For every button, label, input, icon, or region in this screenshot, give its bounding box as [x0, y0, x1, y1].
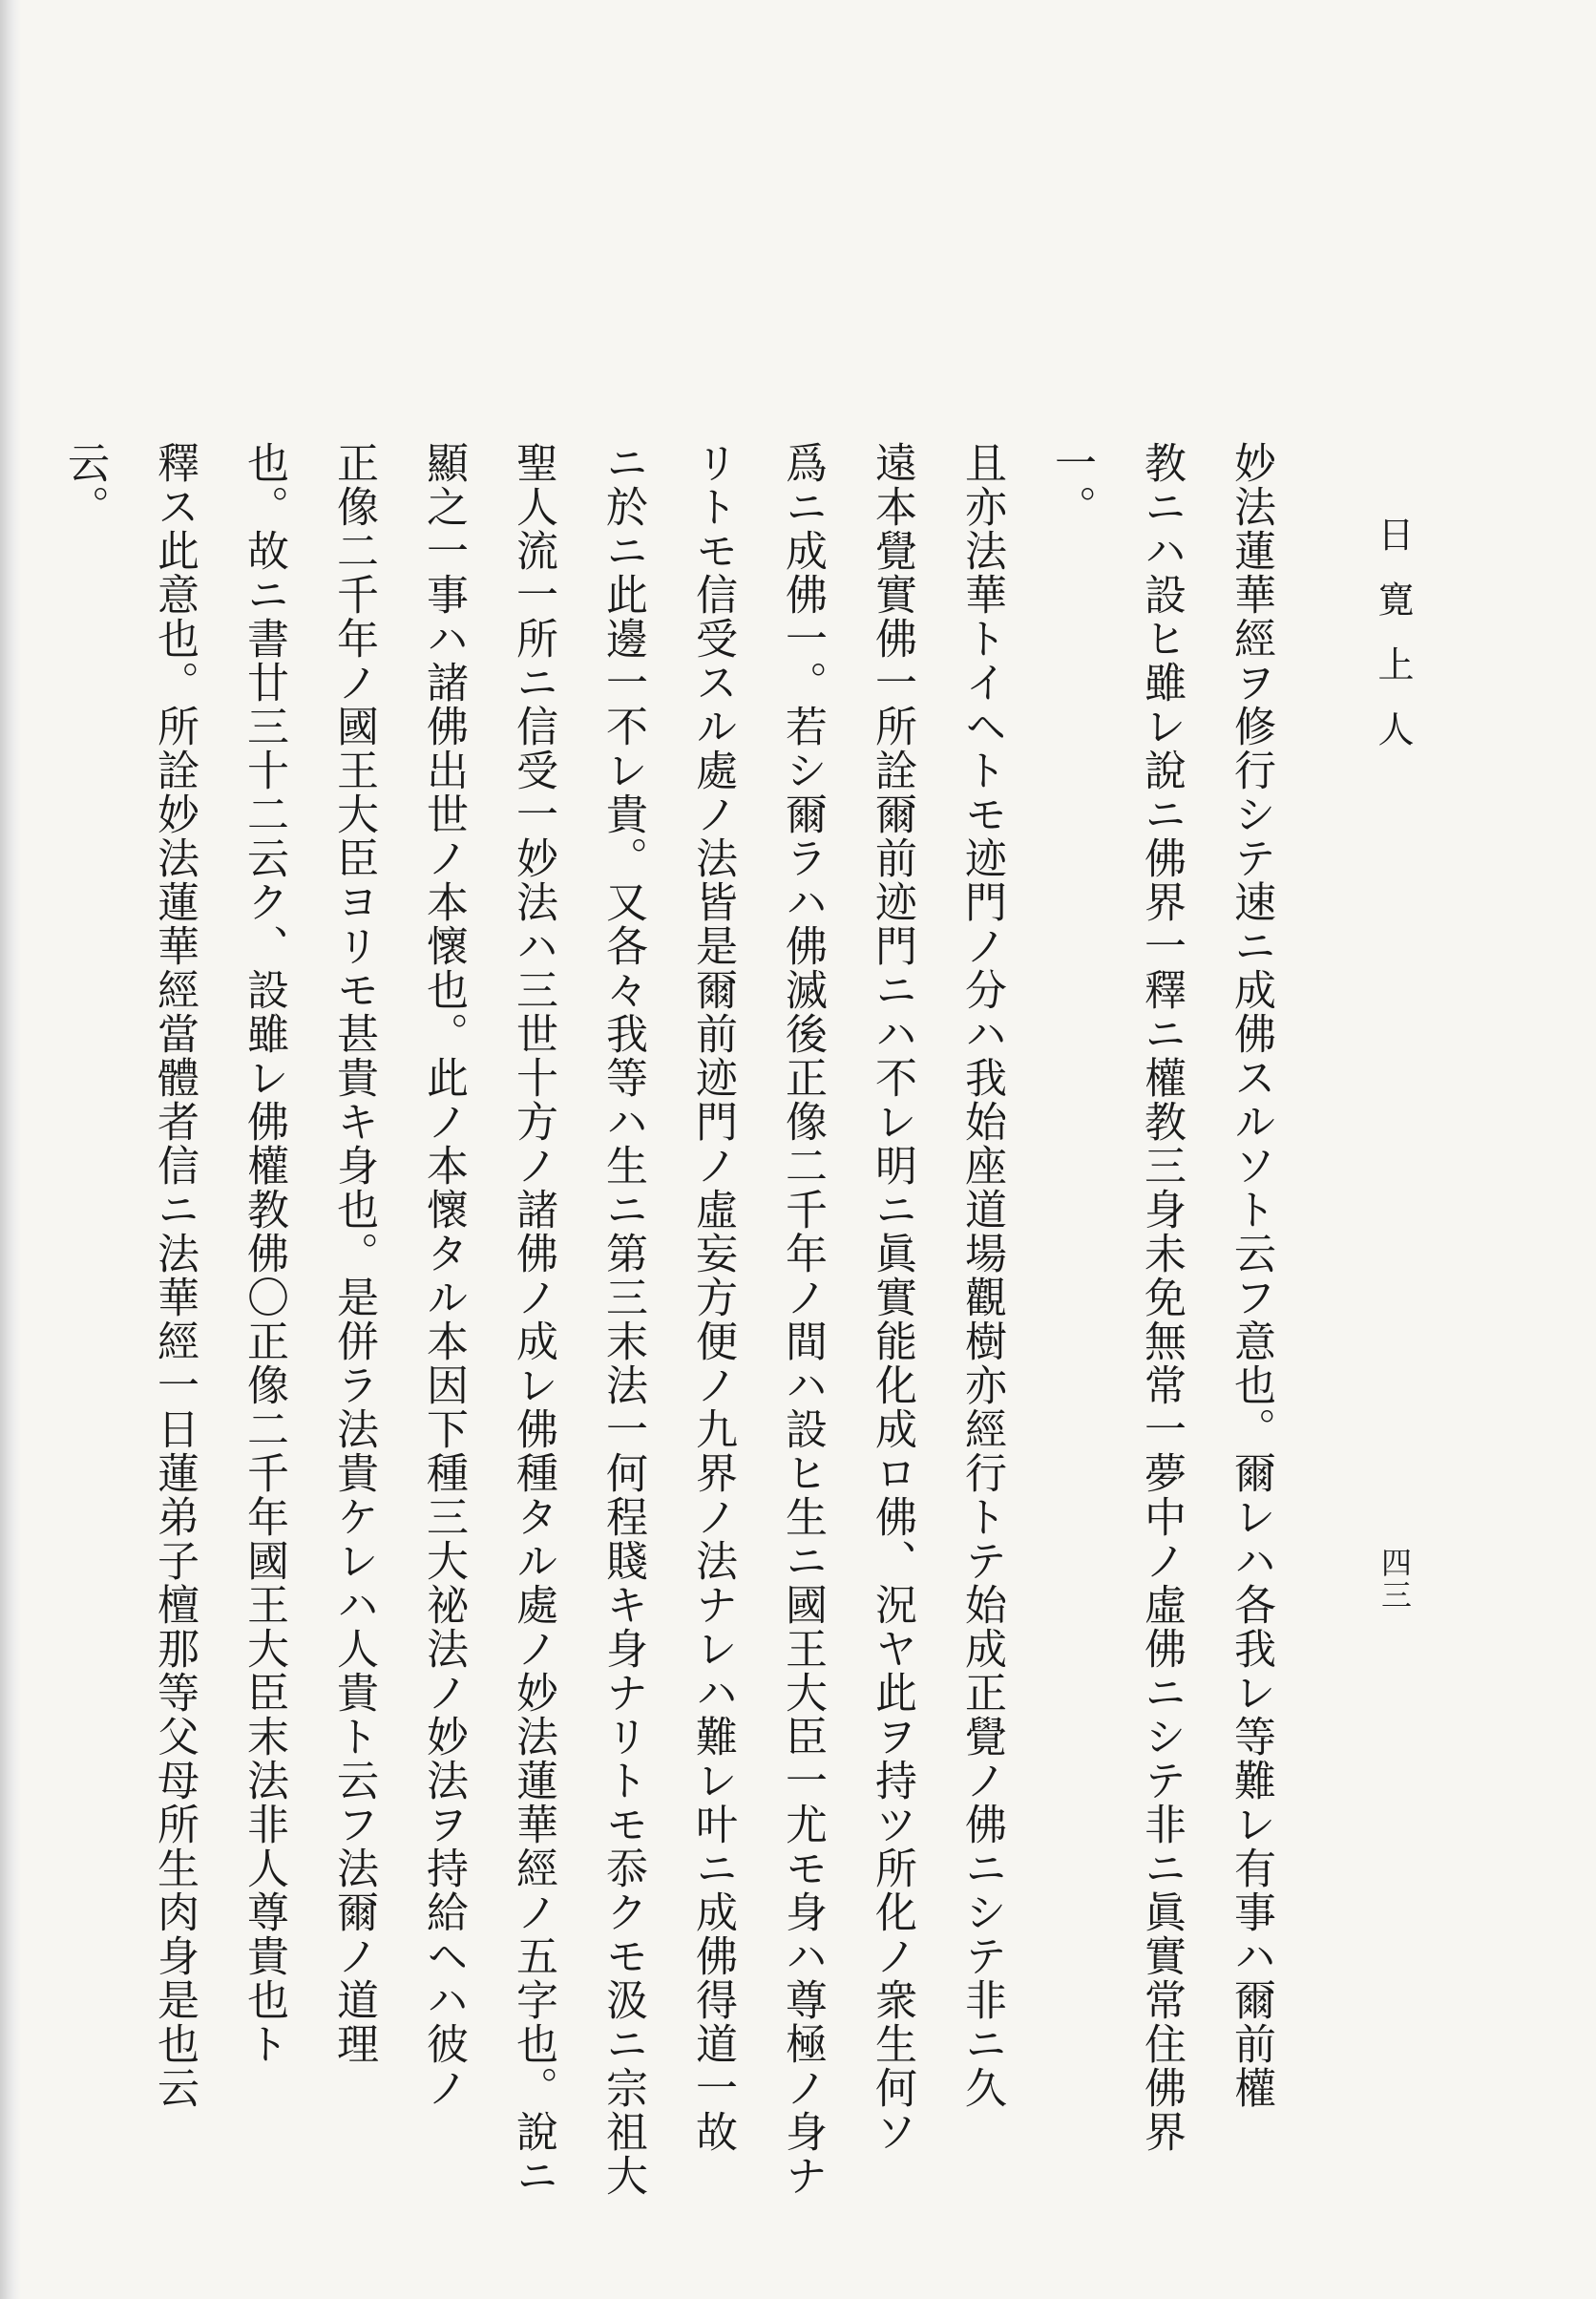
body-text [39, 441, 1295, 2236]
page-gutter-shadow [0, 0, 21, 2299]
text-column: 遠本覺實佛一所詮爾前迹門ニハ不レ明ニ眞實能化成ロ佛、況ヤ此ヲ持ツ所化ノ衆生何ソ [868, 441, 916, 2154]
text-column: 也。故ニ書廿三十二云ク、設雖レ佛權教佛〇正像二千年國王大臣末法非人尊貴也ト [240, 441, 288, 2066]
text-column: 爲ニ成佛一。若シ爾ラハ佛滅後正像二千年ノ間ハ設ヒ生ニ國王大臣一尤モ身ハ尊極ノ身ナ [778, 441, 827, 2198]
text-column: 妙法蓮華經ヲ修行シテ速ニ成佛スルソト云フ意也。爾レハ各我レ等難レ有事ハ爾前權 [1227, 441, 1275, 2110]
text-column: 云。 [60, 441, 109, 529]
text-column: 釋ス此意也。所詮妙法蓮華經當體者信ニ法華經一日蓮弟子檀那等父母所生肉身是也云 [150, 441, 199, 2110]
text-column: 教ニハ設ヒ雖レ說ニ佛界一釋ニ權教三身未免無常一夢中ノ虛佛ニシテ非ニ眞實常住佛界一。 [1047, 441, 1186, 2154]
text-column: 且亦法華トイヘトモ迹門ノ分ハ我始座道場觀樹亦經行トテ始成正覺ノ佛ニシテ非ニ久 [957, 441, 1006, 2110]
text-column: ニ於ニ此邊一不レ貴。又各々我等ハ生ニ第三末法一何程賤キ身ナリトモ忝クモ汲ニ宗祖大 [598, 441, 647, 2198]
running-header-title: 日寛上人 [1372, 516, 1414, 775]
page-number: 四三 [1376, 1547, 1413, 1612]
text-column: 正像二千年ノ國王大臣ヨリモ甚貴キ身也。是併ラ法貴ケレハ人貴ト云フ法爾ノ道理 [329, 441, 378, 2066]
text-column: リトモ信受スル處ノ法皆是爾前迹門ノ虛妄方便ノ九界ノ法ナレハ難レ叶ニ成佛得道一故 [688, 441, 737, 2154]
text-column: 聖人流一所ニ信受一妙法ハ三世十方ノ諸佛ノ成レ佛種タル處ノ妙法蓮華經ノ五字也。說ニ [509, 441, 557, 2198]
text-column: 顯之一事ハ諸佛出世ノ本懷也。此ノ本懷タル本因下種三大祕法ノ妙法ヲ持給ヘハ彼ノ [419, 441, 468, 2110]
